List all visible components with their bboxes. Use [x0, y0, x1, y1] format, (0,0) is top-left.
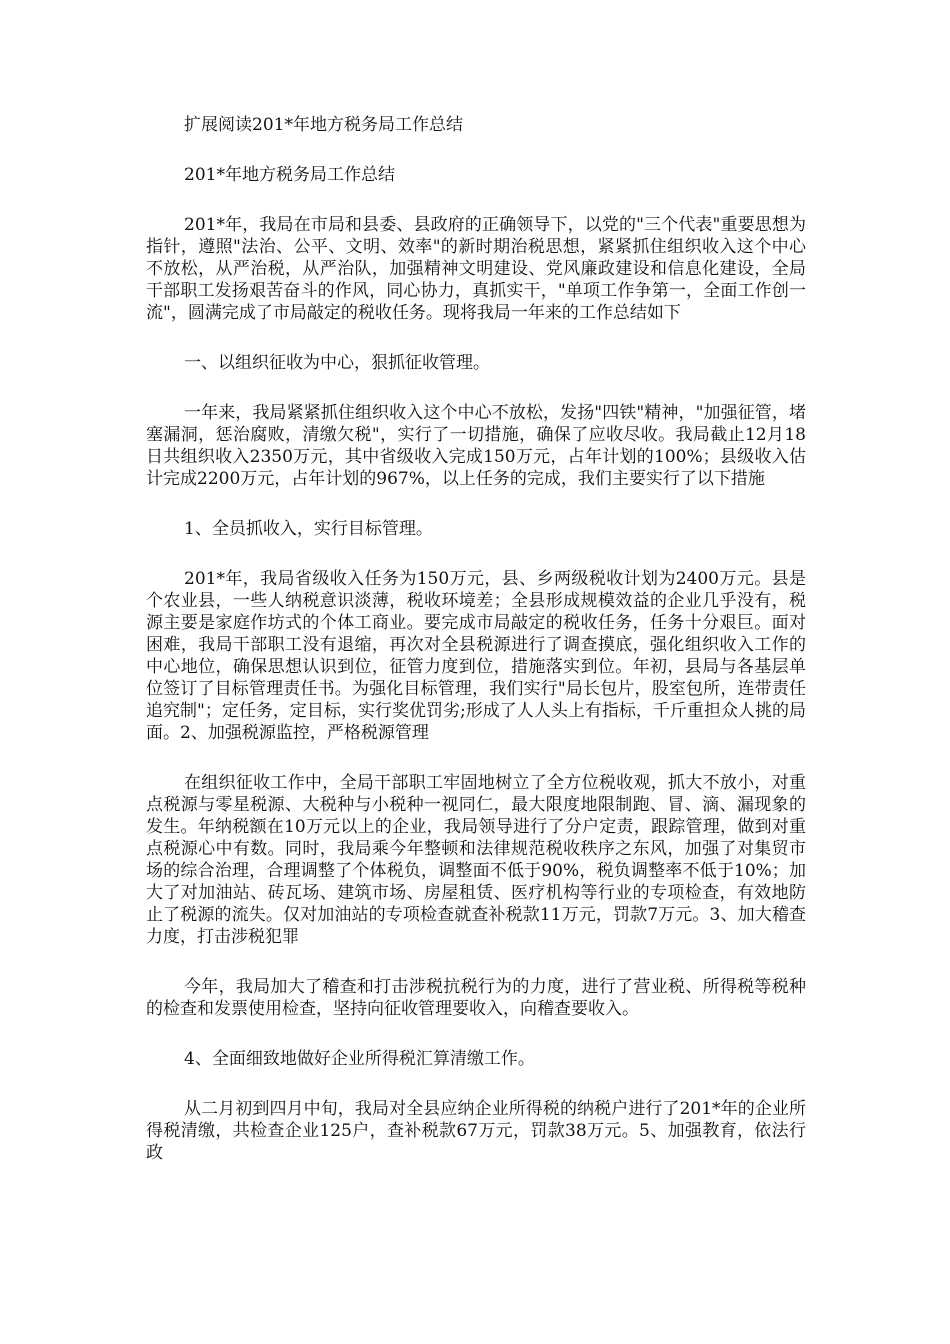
paragraph-inspection: 今年，我局加大了稽查和打击涉税抗税行为的力度，进行了营业税、所得税等税种的检查和发票使用检查，坚持向征收管理要收入，向稽查要收入。: [146, 977, 806, 1019]
subheading-1: 1、全员抓收入，实行目标管理。: [184, 519, 433, 539]
paragraph-section-1: 一年来，我局紧紧抓住组织收入这个中心不放松，发扬"四铁"精神，"加强征管，堵塞漏洞，惩治腐败，清缴欠税"，实行了一切措施，确保了应收尽收。我局截止12月18日共组织收入2350万元，其中省级收入完成150万元，占年计划的100%；县级收入估计完成2200万元，占年计划的967%，以上任务的完成，我们主要实行了以下措施: [146, 403, 806, 489]
paragraph-income-tax-settlement: 从二月初到四月中旬，我局对全县应纳企业所得税的纳税户进行了201*年的企业所得税清缴，共检查企业125户，查补税款67万元，罚款38万元。5、加强教育，依法行政: [146, 1099, 806, 1163]
heading-extended-reading: 扩展阅读201*年地方税务局工作总结: [184, 115, 463, 135]
paragraph-intro: 201*年，我局在市局和县委、县政府的正确领导下，以党的"三个代表"重要思想为指针，遵照"法治、公平、文明、效率"的新时期治税思想，紧紧抓住组织收入这个中心不放松，从严治税，从严治队，加强精神文明建设、党风廉政建设和信息化建设，全局干部职工发扬艰苦奋斗的作风，同心协力，真抓实干，"单项工作争第一，全面工作创一流"，圆满完成了市局敲定的税收任务。现将我局一年来的工作总结如下: [146, 215, 806, 323]
paragraph-tax-source-control: 在组织征收工作中，全局干部职工牢固地树立了全方位税收观，抓大不放小，对重点税源与零星税源、大税种与小税种一视同仁，最大限度地限制跑、冒、滴、漏现象的发生。年纳税额在10万元以上的企业，我局领导进行了分户定责，跟踪管理，做到对重点税源心中有数。同时，我局乘今年整顿和法律规范税收秩序之东风，加强了对集贸市场的综合治理，合理调整了个体税负，调整面不低于90%，税负调整率不低于10%；加大了对加油站、砖瓦场、建筑市场、房屋租赁、医疗机构等行业的专项检查，有效地防止了税源的流失。仅对加油站的专项检查就查补税款11万元，罚款7万元。3、加大稽查力度，打击涉税犯罪: [146, 773, 806, 947]
paragraph-target-management: 201*年，我局省级收入任务为150万元，县、乡两级税收计划为2400万元。县是个农业县，一些人纳税意识淡薄，税收环境差；全县形成规模效益的企业几乎没有，税源主要是家庭作坊式的个体工商业。要完成市局敲定的税收任务，任务十分艰巨。面对困难，我局干部职工没有退缩，再次对全县税源进行了调查摸底，强化组织收入工作的中心地位，确保思想认识到位，征管力度到位，措施落实到位。年初，县局与各基层单位签订了目标管理责任书。为强化目标管理，我们实行"局长包片，股室包所，连带责任追究制"；定任务，定目标，实行奖优罚劣;形成了人人头上有指标，千斤重担众人挑的局面。2、加强税源监控，严格税源管理: [146, 569, 806, 743]
document-title: 201*年地方税务局工作总结: [184, 165, 395, 185]
subheading-4: 4、全面细致地做好企业所得税汇算清缴工作。: [184, 1049, 535, 1069]
section-heading-1: 一、以组织征收为中心，狠抓征收管理。: [184, 353, 490, 373]
document-page: [146, 114, 806, 1192]
